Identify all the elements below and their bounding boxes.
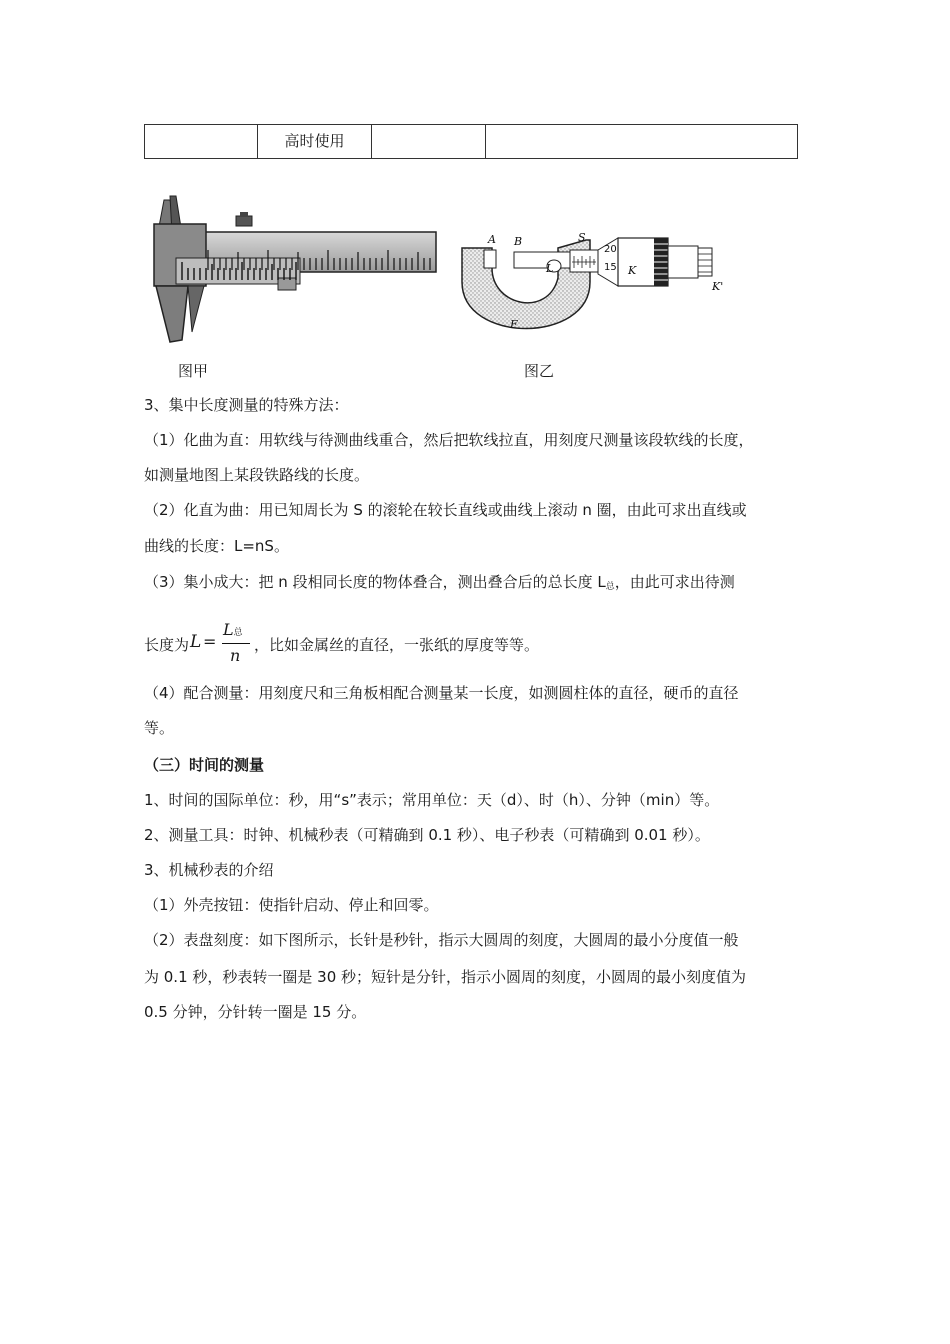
label-b: B [514,235,523,248]
figure-caption-right: 图乙 [524,362,555,380]
label-k: K [628,264,637,277]
paragraph-line: （4）配合测量：用刻度尺和三角板相配合测量某一长度，如测圆柱体的直径，硬币的直径 [144,684,739,702]
thimble-mark-15: 15 [604,262,617,273]
paragraph-line: （1）化曲为直：用软线与待测曲线重合，然后把软线拉直，用刻度尺测量该段软线的长度， [144,431,754,449]
text-run: ，由此可求出待测 [614,573,735,591]
paragraph-line: 曲线的长度：L=nS。 [144,537,289,555]
paragraph-line: 2、测量工具：时钟、机械秒表（可精确到 0.1 秒）、电子秒表（可精确到 0.01 秒）。 [144,826,710,844]
formula-denominator: n [230,646,241,665]
formula-numerator [223,620,243,639]
formula-l: L [190,632,202,652]
paragraph-line: （2）化直为曲：用已知周长为 S 的滚轮在较长直线或曲线上滚动 n 圈，由此可求出直线或 [144,501,747,519]
paragraph-line: 0.5 分钟，分针转一圈是 15 分。 [144,1003,367,1021]
top-table [144,124,798,159]
paragraph-line [144,572,735,597]
label-k-prime: K' [712,280,724,293]
paragraph-line: 等。 [144,719,175,737]
label-f: F [510,318,518,331]
formula-prefix: 长度为 [144,636,190,654]
paragraph-line: （1）外壳按钮：使指针启动、停止和回零。 [144,896,439,914]
label-a: A [488,233,496,246]
label-l: L [546,262,554,275]
micrometer-figure [458,226,730,350]
formula-numerator-sub: 总 [233,628,243,638]
section-heading: （三）时间的测量 [144,756,265,774]
paragraph-line: （2）表盘刻度：如下图所示，长针是秒针，指示大圆周的刻度，大圆周的最小分度值一般 [144,931,739,949]
table-cell [486,125,798,159]
paragraph-line: ，比如金属丝的直径，一张纸的厚度等等。 [254,636,540,654]
fraction-bar [222,643,250,644]
table-cell [372,125,486,159]
vernier-caliper-figure [148,192,440,350]
formula-numerator-l: L [223,620,234,639]
thimble-mark-20: 20 [604,244,617,255]
section-title: 3、集中长度测量的特殊方法： [144,396,349,414]
table-cell: 高时使用 [258,125,372,159]
formula-equals: = [203,632,217,651]
paragraph-line: 如测量地图上某段铁路线的长度。 [144,466,370,484]
text-run: （3）集小成大：把 n 段相同长度的物体叠合，测出叠合后的总长度 L [144,573,606,591]
figure-caption-left: 图甲 [178,362,209,380]
paragraph-line: 为 0.1 秒，秒表转一圈是 30 秒；短针是分针，指示小圆周的刻度，小圆周的最小刻度值为 [144,968,747,986]
paragraph-line: 3、机械秒表的介绍 [144,861,274,879]
table-cell [145,125,258,159]
subscript: 总 [605,582,615,592]
paragraph-line: 1、时间的国际单位：秒，用“s”表示；常用单位：天（d）、时（h）、分钟（min）等。 [144,791,720,809]
table-row [145,125,798,159]
label-s: S [578,231,586,244]
